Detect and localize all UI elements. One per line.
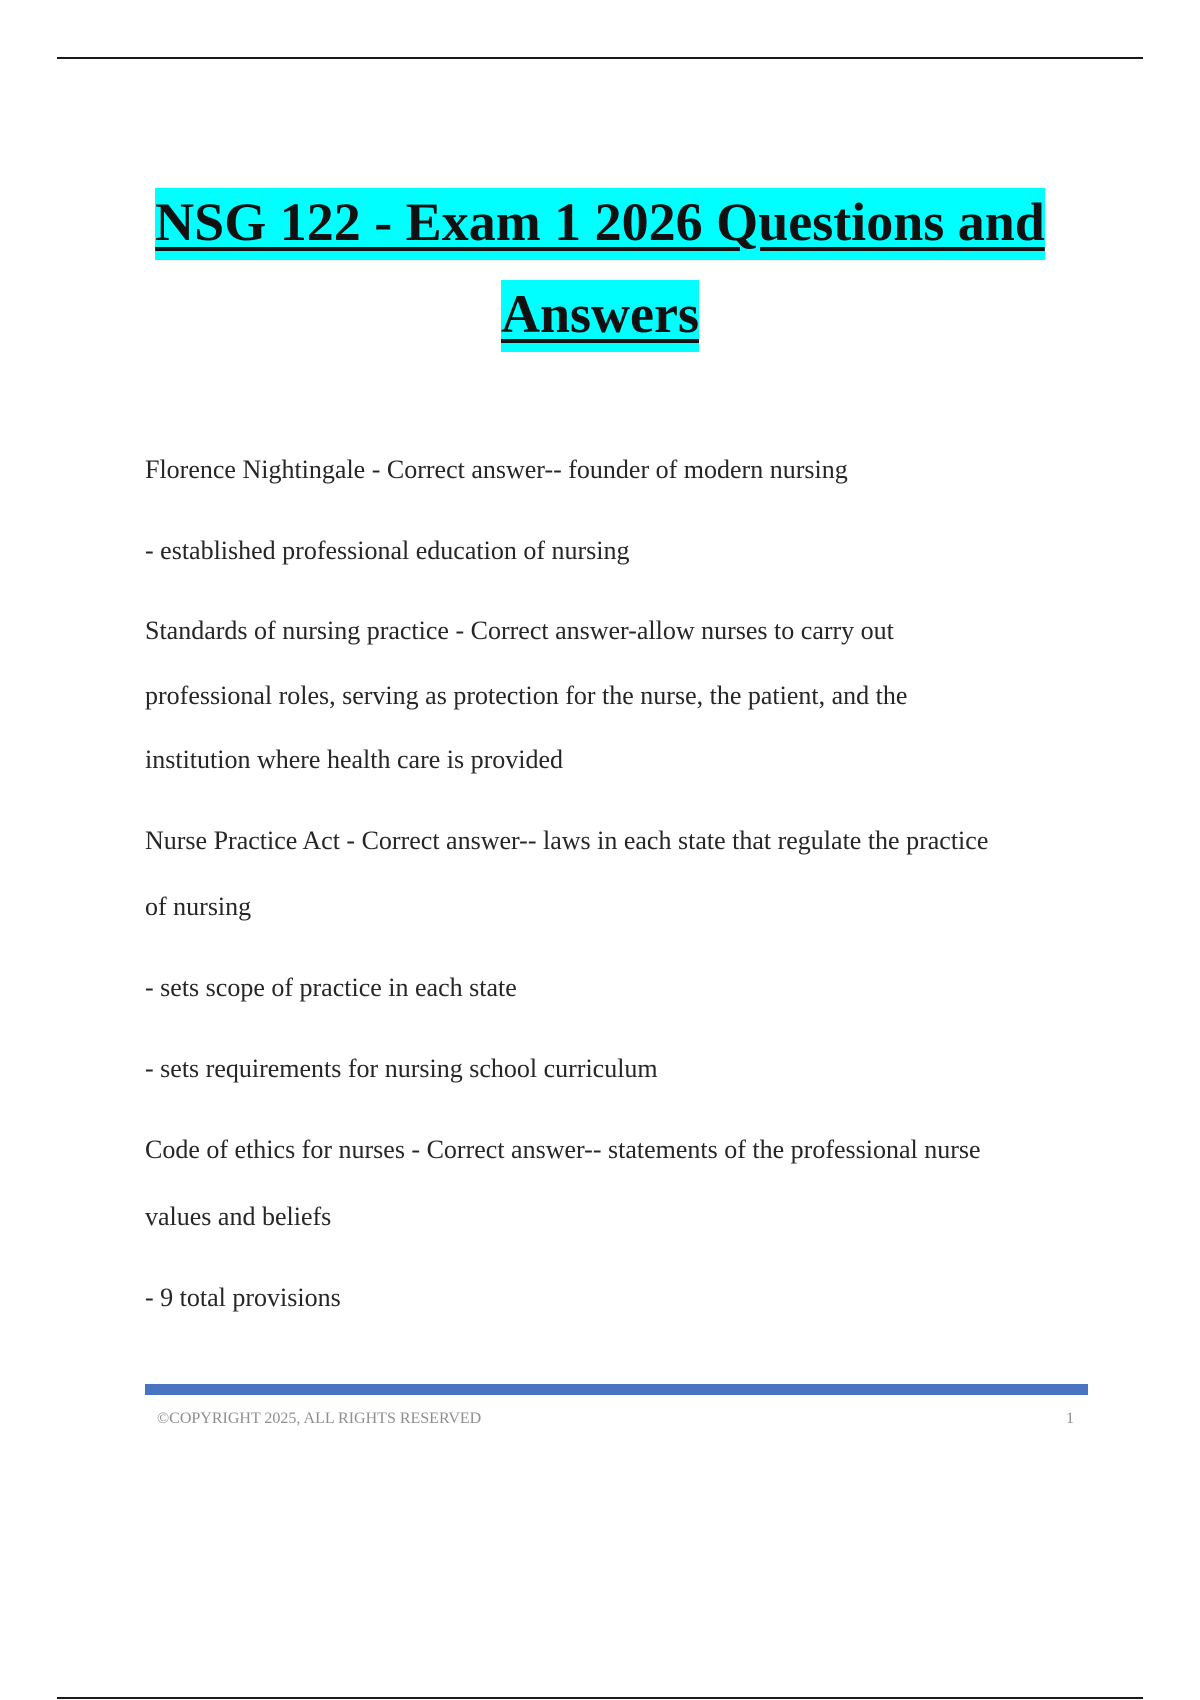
entry-line: of nursing: [145, 892, 252, 921]
footer-copyright: ©COPYRIGHT 2025, ALL RIGHTS RESERVED: [157, 1410, 482, 1427]
entry-line: Florence Nightingale - Correct answer-- founder of modern nursing: [145, 455, 848, 484]
footer-bar: [145, 1384, 1088, 1395]
title-text-1: NSG 122 - Exam 1 2026 Questions and: [155, 188, 1045, 260]
entry-line: Code of ethics for nurses - Correct answer-- statements of the professional nurse: [145, 1135, 981, 1164]
entry-line: - 9 total provisions: [145, 1283, 341, 1312]
title-line-2: [100, 268, 1100, 360]
entry-line: - sets requirements for nursing school curriculum: [145, 1054, 658, 1083]
bottom-rule: [57, 1697, 1143, 1699]
entry-line: - sets scope of practice in each state: [145, 973, 517, 1002]
entry-line: Nurse Practice Act - Correct answer-- laws in each state that regulate the practice: [145, 826, 989, 855]
document-title: [100, 176, 1100, 360]
entry-line: values and beliefs: [145, 1202, 332, 1231]
entry-line: - established professional education of nursing: [145, 536, 630, 565]
page-number: 1: [1066, 1410, 1074, 1427]
title-text-2: Answers: [501, 280, 699, 352]
entry-line: institution where health care is provided: [145, 745, 564, 774]
entry-line: Standards of nursing practice - Correct answer-allow nurses to carry out: [145, 616, 894, 645]
entry-line: professional roles, serving as protection for the nurse, the patient, and the: [145, 681, 908, 710]
top-rule: [57, 57, 1143, 59]
title-line-1: [100, 176, 1100, 268]
